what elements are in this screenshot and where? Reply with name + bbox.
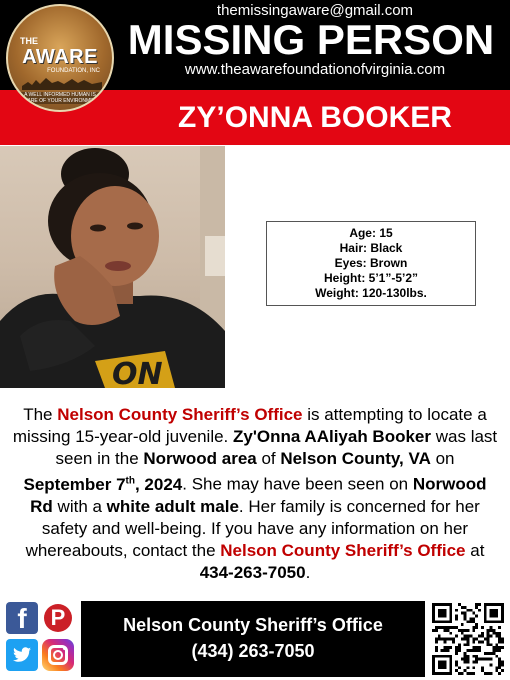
- detail-hair: Hair: Black: [339, 241, 403, 255]
- pinterest-icon[interactable]: P: [42, 602, 74, 634]
- companion-description: white adult male: [106, 496, 239, 516]
- date-year: , 2024: [134, 474, 183, 494]
- missing-person-photo: [0, 146, 225, 388]
- footer-phone[interactable]: (434) 263-7050: [191, 641, 315, 661]
- instagram-icon[interactable]: [42, 639, 74, 671]
- desc-text: . She may have been seen on: [182, 474, 413, 494]
- person-details-box: [266, 221, 476, 306]
- desc-text: on: [430, 449, 455, 468]
- desc-text: of: [256, 449, 281, 468]
- last-seen-area: Norwood area: [143, 449, 257, 468]
- qr-code[interactable]: [432, 603, 504, 675]
- footer-agency: Nelson County Sheriff’s Office: [123, 615, 383, 635]
- website-link[interactable]: www.theawarefoundationofvirginia.com: [184, 61, 446, 78]
- logo-silhouette-icon: [22, 74, 102, 90]
- shirt-print-text: ON: [112, 357, 163, 388]
- road-name: Norwood Rd: [30, 474, 487, 516]
- desc-text: . Her family is concerned for her safety and well-being. If you have any information on her whereabouts, contact the: [25, 496, 480, 560]
- detail-age: Age: 15: [349, 226, 393, 240]
- contact-email[interactable]: themissingaware@gmail.com: [216, 2, 414, 19]
- contact-phone[interactable]: 434-263-7050: [199, 562, 306, 582]
- logo-the-text: THE: [20, 36, 38, 46]
- poster-title: MISSING PERSON: [127, 16, 495, 63]
- missing-person-name: ZY’ONNA BOOKER: [178, 101, 452, 134]
- full-name: Zy'Onna AAliyah Booker: [233, 427, 432, 446]
- twitter-icon[interactable]: [6, 639, 38, 671]
- footer-contact-band: [81, 601, 425, 677]
- desc-text: is attempting to locate a missing 15-year-old juvenile.: [12, 405, 487, 446]
- date-main: September 7: [23, 474, 126, 494]
- agency-name: Nelson County Sheriff’s Office: [57, 405, 303, 424]
- logo-tagline: A WELL INFORMED HUMAN IS AWARE OF YOUR ENVIRONMENT: [19, 92, 101, 104]
- detail-weight: Weight: 120-130lbs.: [315, 286, 427, 300]
- portrait-illustration: [0, 146, 225, 388]
- date-suffix: th: [125, 475, 135, 486]
- case-description: [12, 404, 498, 584]
- social-icons: [6, 602, 76, 672]
- desc-text: was last seen in the: [55, 427, 498, 468]
- detail-height: Height: 5’1”-5’2”: [323, 271, 419, 285]
- logo-foundation-text: FOUNDATION, INC: [47, 68, 100, 74]
- desc-text: with a: [52, 496, 107, 516]
- desc-text: The: [23, 405, 58, 424]
- facebook-icon[interactable]: f: [6, 602, 38, 634]
- agency-name: Nelson County Sheriff’s Office: [220, 540, 466, 560]
- detail-eyes: Eyes: Brown: [334, 256, 408, 270]
- desc-text: at: [465, 540, 485, 560]
- aware-foundation-logo: [6, 4, 114, 112]
- date-seen: [23, 475, 182, 494]
- logo-aware-text: AWARE: [22, 46, 98, 68]
- desc-text: .: [305, 562, 311, 582]
- county-name: Nelson County, VA: [280, 449, 431, 468]
